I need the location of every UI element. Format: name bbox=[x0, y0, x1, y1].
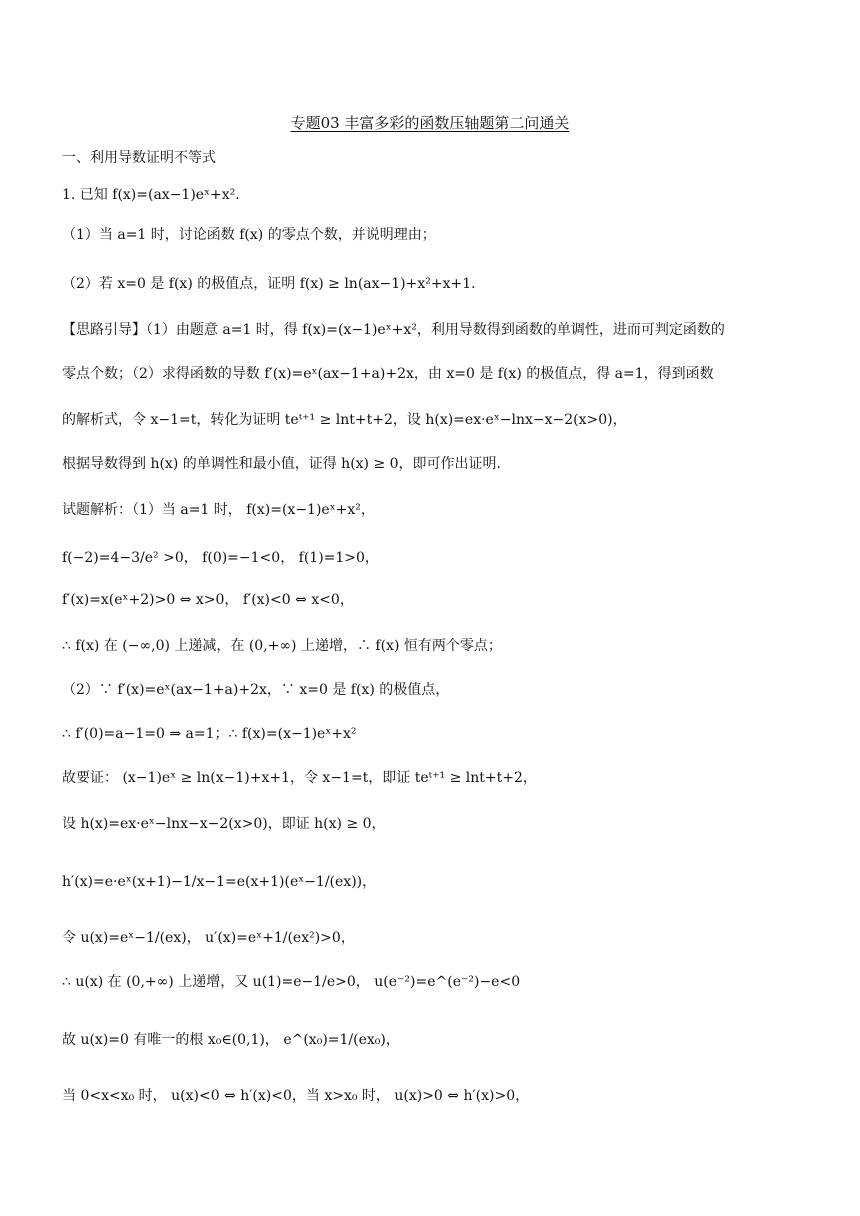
solution-line-11: ∴ u(x) 在 (0,+∞) 上递增，又 u(1)=e−1/e>0， u(e⁻²)=e^(e⁻²)−e<0 bbox=[62, 974, 521, 990]
problem-stem: 1. 已知 f(x)=(ax−1)eˣ+x². bbox=[62, 187, 240, 203]
hint-line-1: 【思路引导】（1）由题意 a=1 时，得 f(x)=(x−1)eˣ+x²，利用导数得到函数的单调性，进而可判定函数的 bbox=[62, 322, 725, 338]
page-title: 专题03 丰富多彩的函数压轴题第二问通关 bbox=[290, 114, 570, 132]
solution-line-2: f(−2)=4−3/e² >0， f(0)=−1<0， f(1)=1>0， bbox=[62, 550, 379, 566]
solution-line-4: ∴ f(x) 在 (−∞,0) 上递减，在 (0,+∞) 上递增，∴ f(x) 恒有两个零点； bbox=[62, 638, 502, 654]
solution-line-12: 故 u(x)=0 有唯一的根 x₀∈(0,1)， e^(x₀)=1/(ex₀)， bbox=[62, 1032, 400, 1048]
solution-line-3: f′(x)=x(eˣ+2)>0 ⇔ x>0， f′(x)<0 ⇔ x<0， bbox=[62, 592, 354, 608]
section-heading: 一、利用导数证明不等式 bbox=[62, 150, 216, 166]
hint-line-4: 根据导数得到 h(x) 的单调性和最小值，证得 h(x) ≥ 0，即可作出证明. bbox=[62, 456, 502, 472]
solution-line-9: h′(x)=e·eˣ(x+1)−1/x−1=e(x+1)(eˣ−1/(ex))， bbox=[62, 874, 377, 890]
solution-line-8: 设 h(x)=ex·eˣ−lnx−x−2(x>0)，即证 h(x) ≥ 0， bbox=[62, 816, 386, 832]
hint-line-2: 零点个数；（2）求得函数的导数 f′(x)=eˣ(ax−1+a)+2x，由 x=0 是 f(x) 的极值点，得 a=1，得到函数 bbox=[62, 366, 714, 382]
solution-line-1: 试题解析：（1）当 a=1 时， f(x)=(x−1)eˣ+x²， bbox=[62, 502, 375, 518]
solution-line-6: ∴ f′(0)=a−1=0 ⇒ a=1；∴ f(x)=(x−1)eˣ+x² bbox=[62, 726, 357, 742]
problem-question-2: （2）若 x=0 是 f(x) 的极值点，证明 f(x) ≥ ln(ax−1)+x²+x+1. bbox=[62, 276, 476, 292]
solution-line-13: 当 0<x<x₀ 时， u(x)<0 ⇔ h′(x)<0，当 x>x₀ 时， u(x)>0 ⇔ h′(x)>0， bbox=[62, 1088, 530, 1104]
problem-question-1: （1）当 a=1 时，讨论函数 f(x) 的零点个数，并说明理由； bbox=[62, 227, 436, 243]
solution-line-5: （2）∵ f′(x)=eˣ(ax−1+a)+2x，∵ x=0 是 f(x) 的极值点， bbox=[62, 682, 450, 698]
solution-line-7: 故要证： (x−1)eˣ ≥ ln(x−1)+x+1，令 x−1=t，即证 teᵗ⁺¹ ≥ lnt+t+2， bbox=[62, 770, 537, 786]
solution-line-10: 令 u(x)=eˣ−1/(ex)， u′(x)=eˣ+1/(ex²)>0， bbox=[62, 930, 355, 946]
hint-line-3: 的解析式，令 x−1=t，转化为证明 teᵗ⁺¹ ≥ lnt+t+2，设 h(x)=ex·eˣ−lnx−x−2(x>0)， bbox=[62, 412, 627, 428]
